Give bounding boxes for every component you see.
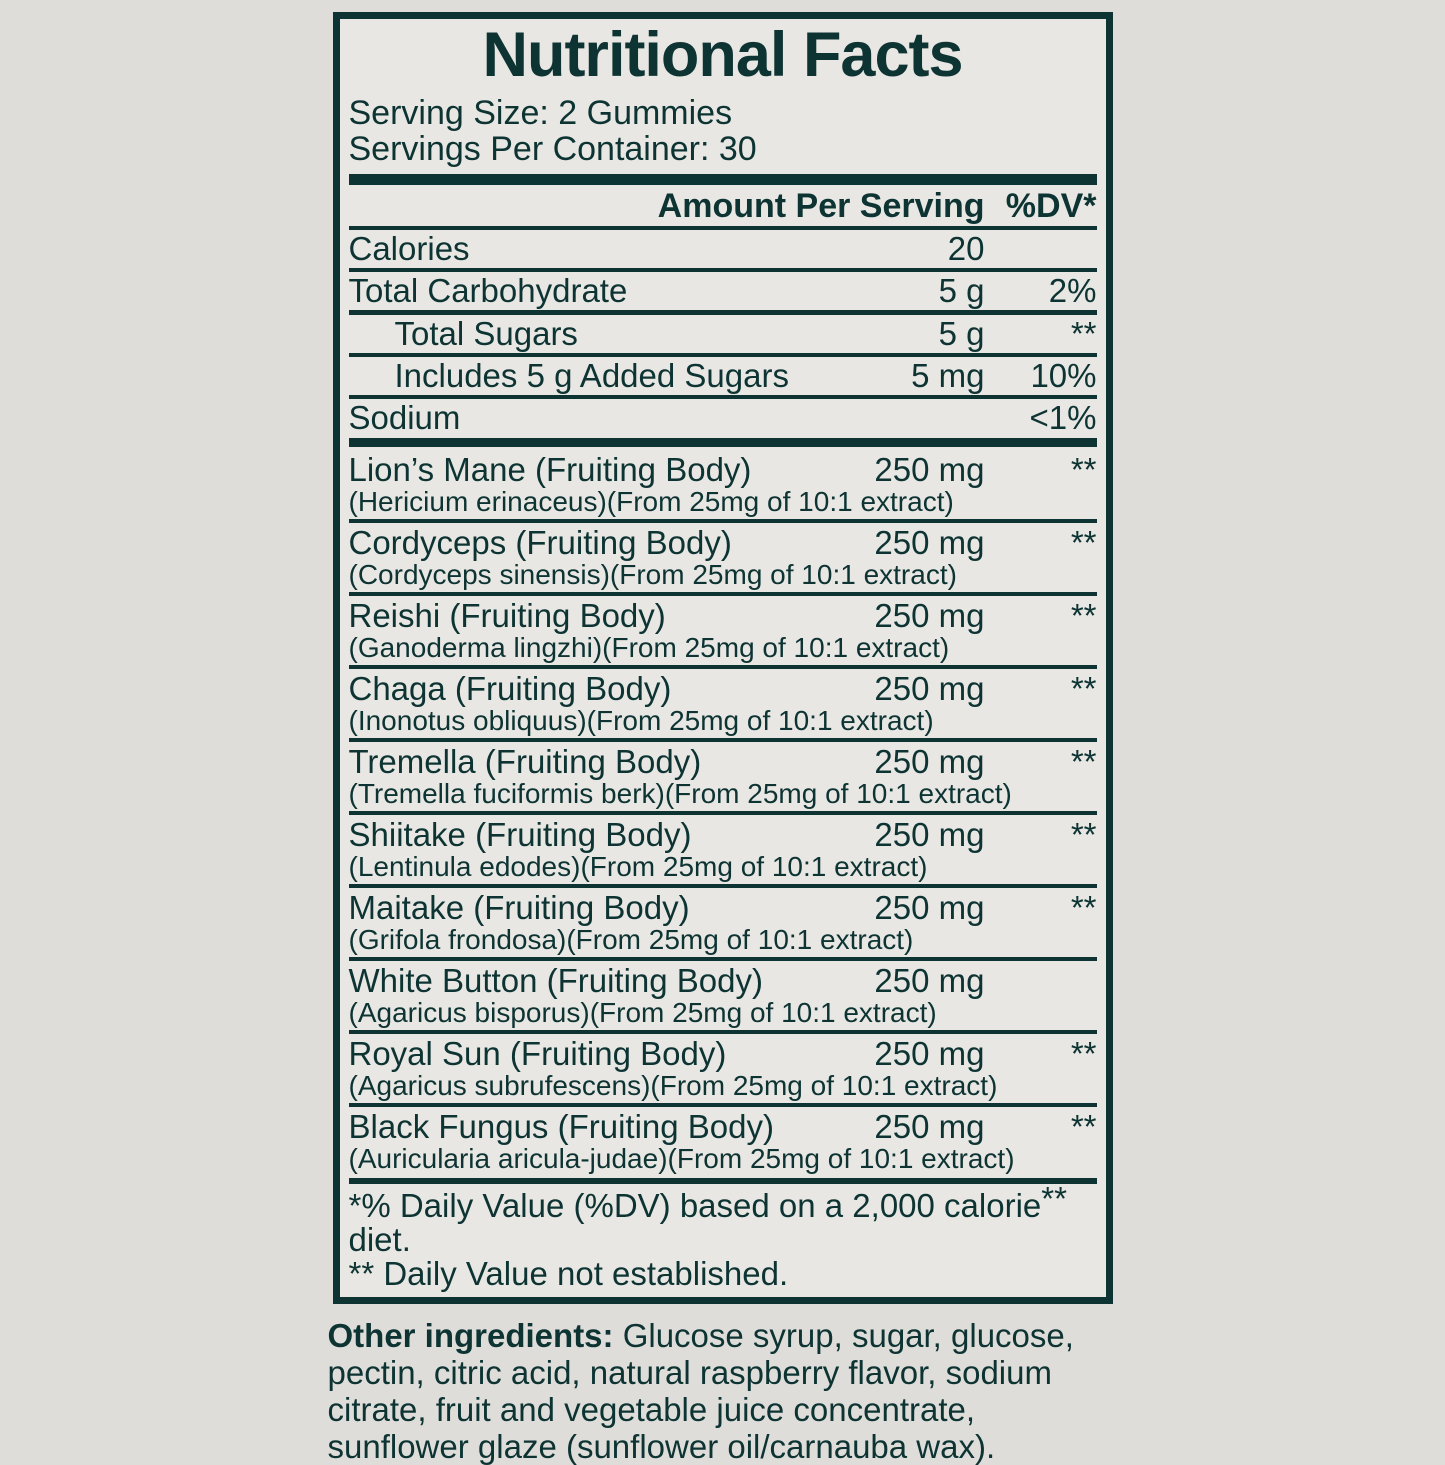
footnote-line: ** Daily Value not established.: [348, 1254, 789, 1292]
ingredient-name: Lion’s Mane (Fruiting Body): [348, 450, 752, 488]
footnote-asterisks: **: [1041, 1179, 1067, 1217]
other-ingredients-line: citrate, fruit and vegetable juice concentrate,: [327, 1390, 976, 1428]
nutrient-amount: 5 g: [938, 271, 985, 309]
ingredient-dv: **: [1070, 888, 1097, 926]
divider: [349, 310, 1097, 315]
ingredient-detail: (Agaricus bisporus)(From 25mg of 10:1 extract): [348, 996, 937, 1028]
ingredient-dv: **: [1070, 669, 1097, 707]
ingredient-dv: **: [1070, 523, 1097, 561]
ingredient-amount: 250 mg: [874, 888, 985, 926]
footnote-line: diet.: [348, 1220, 411, 1258]
ingredient-name: Maitake (Fruiting Body): [348, 888, 690, 926]
ingredient-name: Reishi (Fruiting Body): [348, 596, 666, 634]
nutrient-dv: 10%: [1030, 356, 1097, 394]
ingredient-dv: **: [1070, 1107, 1097, 1145]
nutrient-row-total-sugars: [349, 314, 1097, 352]
ingredient-row-black-fungus: [349, 1107, 1097, 1176]
ingredient-name: Chaga (Fruiting Body): [348, 669, 672, 707]
ingredient-detail: (Grifola frondosa)(From 25mg of 10:1 extract): [348, 923, 914, 955]
other-ingredients-line: sunflower glaze (sunflower oil/carnauba wax).: [327, 1427, 996, 1465]
nutrient-dv: <1%: [1029, 398, 1097, 436]
other-ingredients-label: Other ingredients:: [327, 1316, 614, 1354]
amount-per-serving-header: Amount Per Serving: [657, 186, 985, 225]
ingredient-main-line: [348, 888, 1097, 926]
servings-per-container-text: Servings Per Container: 30: [348, 129, 757, 168]
ingredient-row-maitake: [349, 888, 1097, 961]
panel-title: Nutritional Facts: [482, 20, 963, 90]
ingredient-dv: **: [1070, 1034, 1097, 1072]
ingredient-main-line: [348, 815, 1097, 853]
ingredient-main-line: [348, 450, 1097, 488]
nutrient-name: Calories: [348, 229, 470, 267]
nutrient-row-sodium: [348, 398, 1097, 436]
ingredient-dv: **: [1070, 596, 1097, 634]
ingredient-dv: **: [1070, 450, 1097, 488]
divider: [349, 1178, 1097, 1184]
serving-size-text: Serving Size: 2 Gummies: [348, 93, 733, 132]
ingredient-detail: (Auricularia aricula-judae)(From 25mg of 10:1 extract): [348, 1142, 1015, 1174]
ingredient-row-white-button: [349, 961, 1097, 1034]
other-ingredients-line: [328, 1317, 1118, 1354]
ingredient-row-chaga: [349, 669, 1097, 742]
nutrient-amount: 5 g: [938, 314, 985, 352]
nutrient-name: Total Carbohydrate: [348, 271, 628, 309]
ingredient-main-line: [348, 523, 1097, 561]
ingredient-name: Cordyceps (Fruiting Body): [348, 523, 732, 561]
ingredient-detail: (Agaricus subrufescens)(From 25mg of 10:1 extract): [348, 1069, 998, 1101]
ingredient-main-line: [348, 742, 1097, 780]
ingredient-detail: (Hericium erinaceus)(From 25mg of 10:1 extract): [348, 485, 954, 517]
ingredient-row-royal-sun: [349, 1034, 1097, 1107]
ingredient-name: Tremella (Fruiting Body): [348, 742, 702, 780]
column-headers: [349, 186, 1097, 225]
nutrient-dv: 2%: [1048, 271, 1097, 309]
ingredient-amount: 250 mg: [874, 596, 985, 634]
ingredient-detail: (Lentinula edodes)(From 25mg of 10:1 extract): [348, 850, 928, 882]
ingredient-main-line: [348, 961, 1097, 999]
ingredient-row-reishi: [349, 596, 1097, 669]
thick-divider: [349, 174, 1097, 185]
ingredient-main-line: [348, 1034, 1097, 1072]
divider: [349, 438, 1097, 447]
ingredient-name: Black Fungus (Fruiting Body): [348, 1107, 775, 1145]
ingredient-amount: 250 mg: [874, 523, 985, 561]
ingredient-row-lions-mane: [349, 450, 1097, 523]
divider: [349, 226, 1097, 230]
ingredient-row-tremella: [349, 742, 1097, 815]
ingredient-amount: 250 mg: [874, 961, 985, 999]
ingredient-dv: **: [1070, 742, 1097, 780]
ingredient-detail: (Tremella fuciformis berk)(From 25mg of 10:1 extract): [348, 777, 1012, 809]
ingredient-amount: 250 mg: [874, 1034, 985, 1072]
nutrient-dv: **: [1070, 314, 1097, 352]
divider: [349, 395, 1097, 399]
other-ingredients-line: pectin, citric acid, natural raspberry flavor, sodium: [327, 1353, 1052, 1391]
nutrient-name: Sodium: [348, 398, 461, 436]
divider: [349, 353, 1097, 357]
nutrient-amount: 20: [947, 229, 985, 267]
ingredient-detail: (Ganoderma lingzhi)(From 25mg of 10:1 extract): [348, 631, 950, 663]
ingredient-amount: 250 mg: [874, 742, 985, 780]
ingredient-main-line: [348, 1107, 1097, 1145]
nutrition-facts-panel: [333, 12, 1113, 1304]
ingredient-amount: 250 mg: [874, 815, 985, 853]
ingredient-amount: 250 mg: [874, 669, 985, 707]
divider: [349, 268, 1097, 272]
ingredient-name: Royal Sun (Fruiting Body): [348, 1034, 727, 1072]
ingredient-detail: (Cordyceps sinensis)(From 25mg of 10:1 extract): [348, 558, 957, 590]
ingredient-name: Shiitake (Fruiting Body): [348, 815, 692, 853]
ingredient-main-line: [348, 669, 1097, 707]
ingredient-row-shiitake: [349, 815, 1097, 888]
footnotes: [348, 1179, 1097, 1292]
other-ingredients-text: Glucose syrup, sugar, glucose,: [613, 1316, 1074, 1354]
footnote-line: [348, 1179, 1097, 1224]
nutrient-amount: 5 mg: [911, 356, 985, 394]
nutrient-row-added-sugars: [349, 356, 1097, 394]
ingredient-main-line: [348, 596, 1097, 634]
nutrient-row-calories: [348, 229, 1097, 267]
ingredient-row-cordyceps: [349, 523, 1097, 596]
ingredient-dv: **: [1070, 815, 1097, 853]
footnote-dv-text: *% Daily Value (%DV) based on a 2,000 calorie: [348, 1186, 1042, 1224]
ingredient-amount: 250 mg: [874, 450, 985, 488]
nutrient-name: Includes 5 g Added Sugars: [394, 356, 789, 394]
ingredient-detail: (Inonotus obliquus)(From 25mg of 10:1 extract): [348, 704, 934, 736]
percent-dv-header: %DV*: [1005, 186, 1097, 225]
other-ingredients: [328, 1317, 1118, 1465]
ingredient-name: White Button (Fruiting Body): [348, 961, 763, 999]
nutrient-name: Total Sugars: [394, 314, 578, 352]
nutrient-row-total-carbohydrate: [348, 271, 1097, 309]
ingredient-amount: 250 mg: [874, 1107, 985, 1145]
